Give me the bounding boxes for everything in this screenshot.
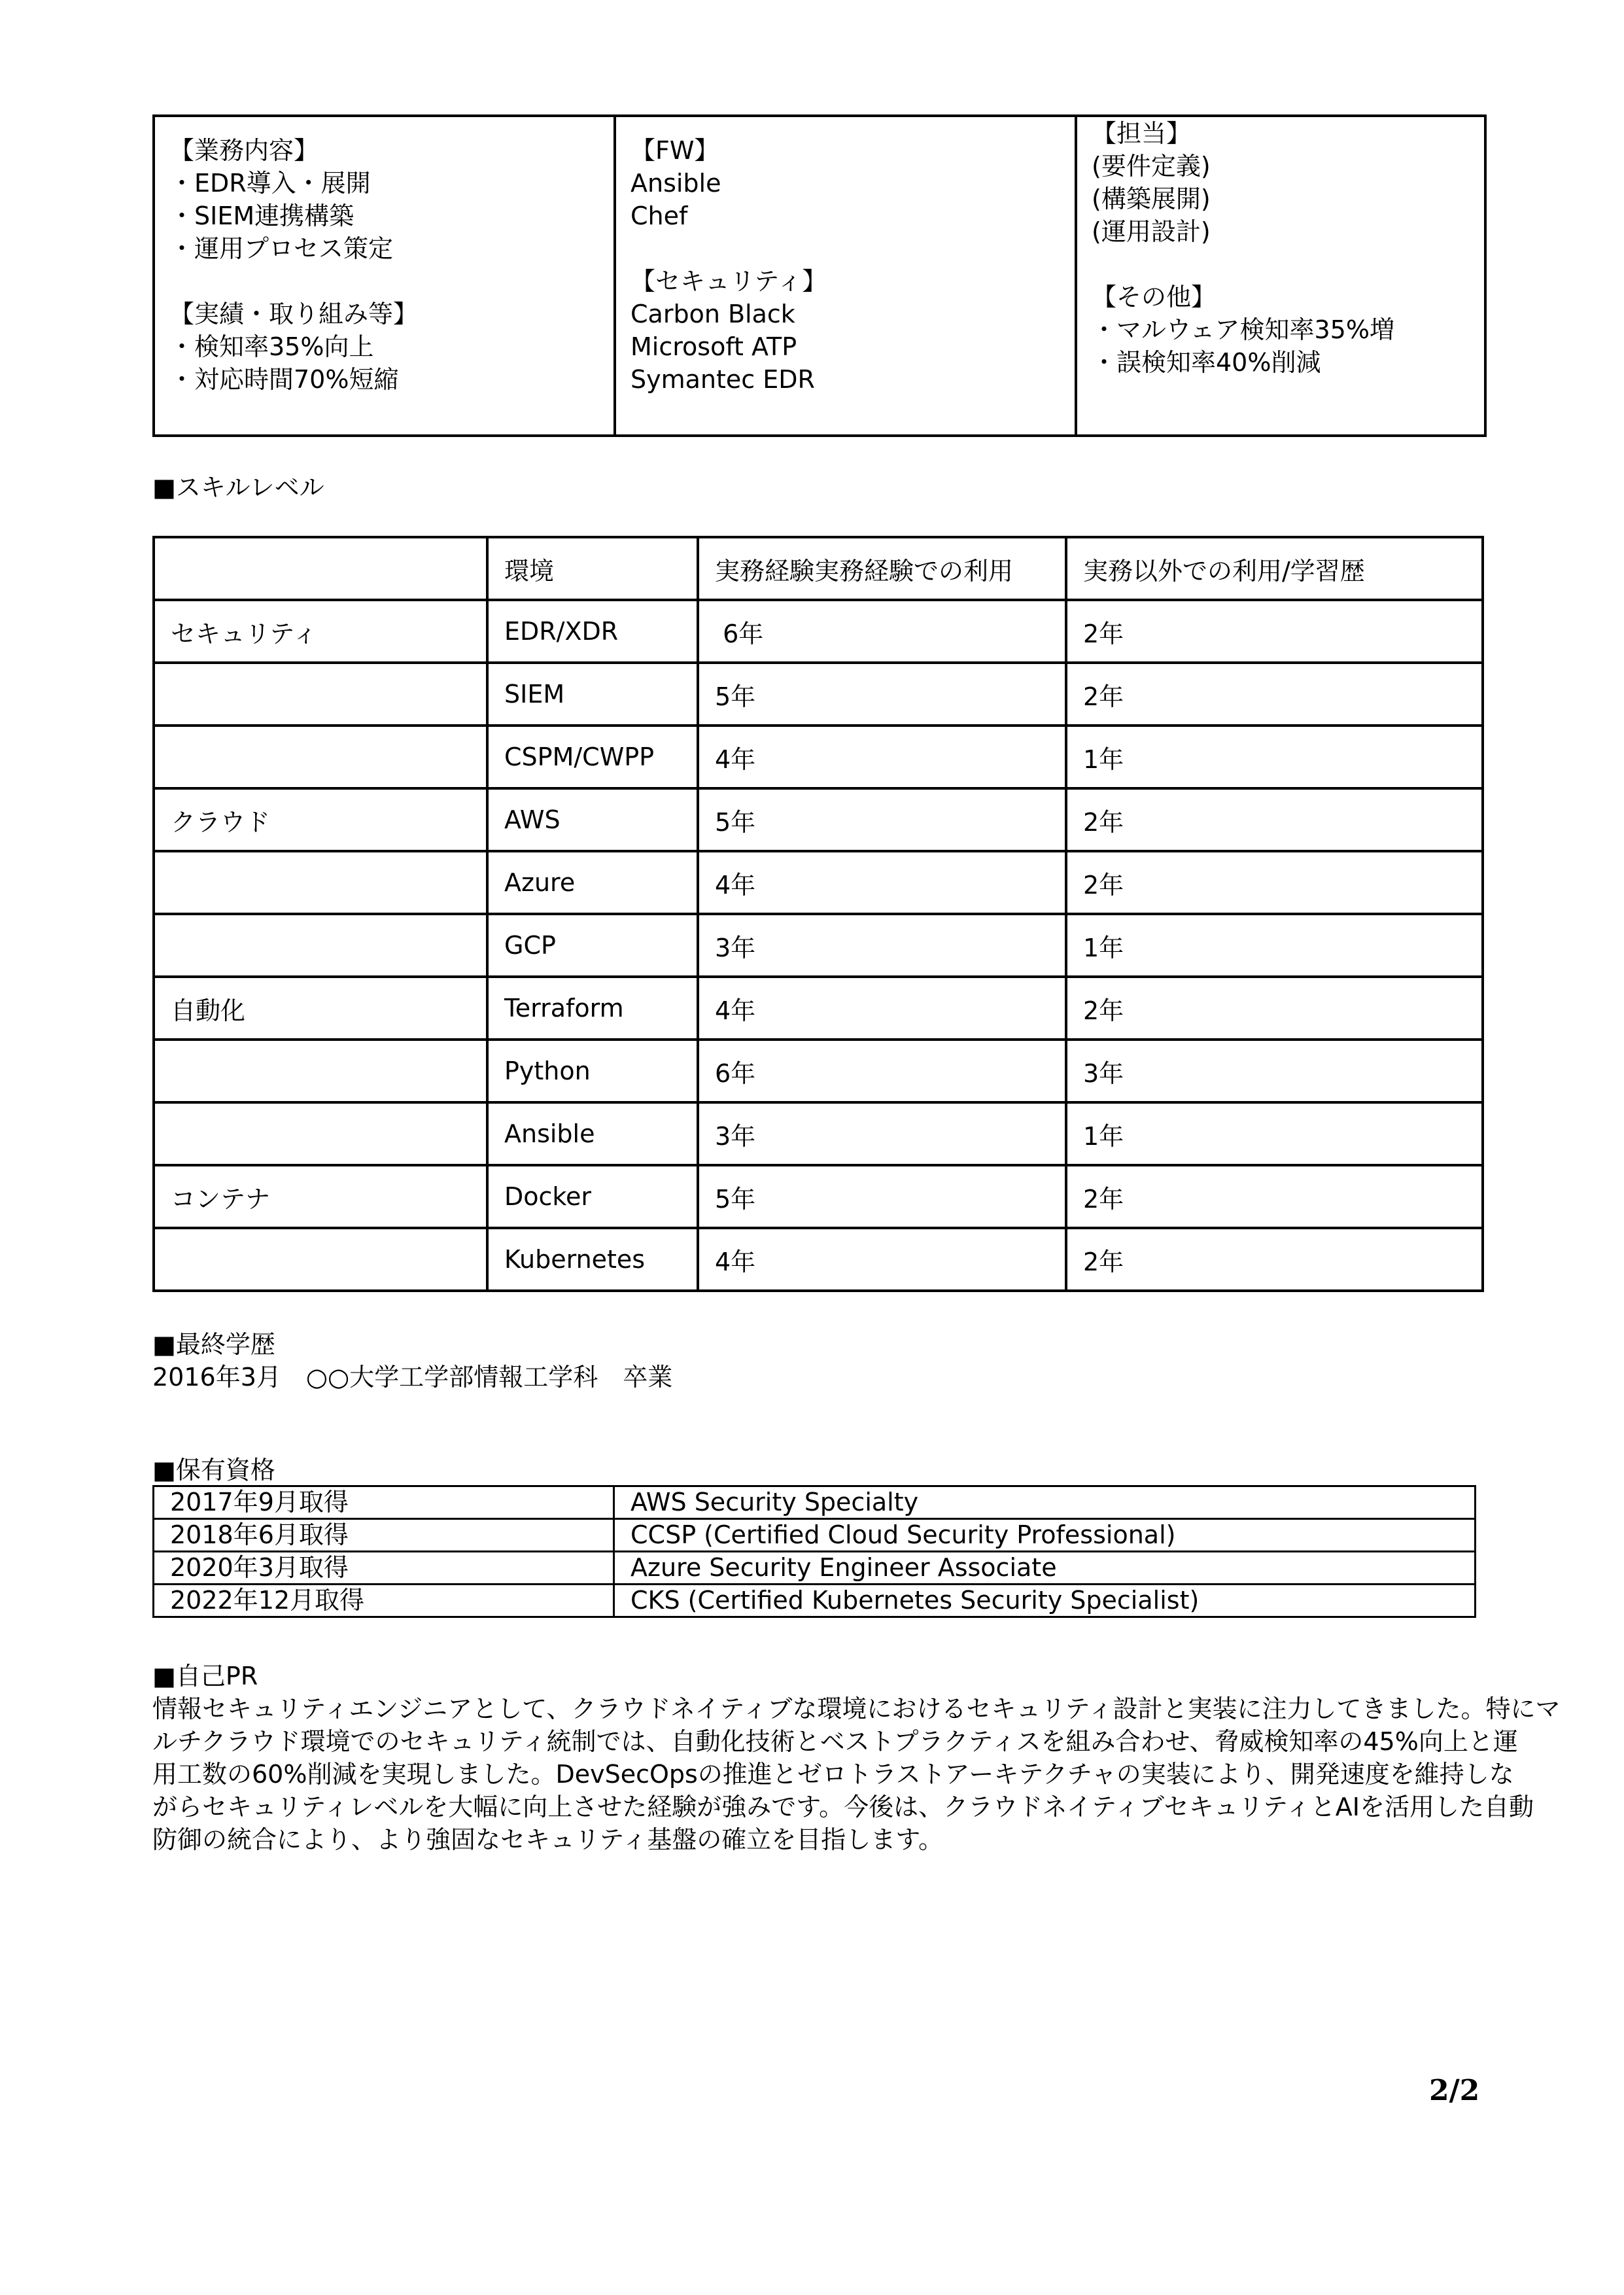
project-line: (構築展開) bbox=[1092, 184, 1211, 213]
certification-date: 2022年12月取得 bbox=[154, 1585, 614, 1617]
skills-row bbox=[154, 914, 1483, 977]
skill-study-years: 2年 bbox=[1066, 1165, 1483, 1228]
project-line: ・誤検知率40%削減 bbox=[1092, 348, 1321, 377]
project-line: Carbon Black bbox=[631, 300, 795, 328]
skills-row bbox=[154, 977, 1483, 1040]
project-line: ・運用プロセス策定 bbox=[169, 234, 394, 263]
skills-header-cell: 環境 bbox=[487, 537, 698, 600]
skill-work-years: 5年 bbox=[698, 788, 1066, 851]
project-line: Ansible bbox=[631, 169, 721, 198]
skills-header-row bbox=[154, 537, 1483, 600]
project-role-cell bbox=[1076, 116, 1485, 436]
skill-work-years: 3年 bbox=[698, 1102, 1066, 1165]
certification-date: 2017年9月取得 bbox=[154, 1486, 614, 1519]
skill-category: 自動化 bbox=[154, 977, 487, 1040]
skill-category: クラウド bbox=[154, 788, 487, 851]
certification-name: CCSP (Certified Cloud Security Professional) bbox=[614, 1519, 1476, 1552]
skill-environment: Docker bbox=[487, 1165, 698, 1228]
skills-row bbox=[154, 600, 1483, 663]
page-number: 2/2 bbox=[1429, 2074, 1480, 2107]
project-line: ・対応時間70%短縮 bbox=[169, 365, 399, 394]
skills-row bbox=[154, 1040, 1483, 1102]
self-pr-line: 用工数の60%削減を実現しました。DevSecOpsの推進とゼロトラストアーキテクチャの実装により、開発速度を維持しな bbox=[152, 1760, 1514, 1789]
skill-study-years: 2年 bbox=[1066, 1228, 1483, 1291]
project-line: 【セキュリティ】 bbox=[631, 267, 827, 296]
skills-row bbox=[154, 1165, 1483, 1228]
self-pr-line: ルチクラウド環境でのセキュリティ統制では、自動化技術とベストプラクティスを組み合わせ、脅威検知率の45%向上と運 bbox=[152, 1727, 1518, 1756]
certification-row bbox=[154, 1552, 1476, 1585]
skills-row bbox=[154, 788, 1483, 851]
skill-work-years: 5年 bbox=[698, 663, 1066, 726]
certification-name: AWS Security Specialty bbox=[614, 1486, 1476, 1519]
education-text: 2016年3月 ○○大学工学部情報工学科 卒業 bbox=[152, 1363, 673, 1392]
skills-row bbox=[154, 726, 1483, 788]
skill-work-years: 3年 bbox=[698, 914, 1066, 977]
project-line: 【実績・取り組み等】 bbox=[169, 300, 419, 328]
skill-work-years: 4年 bbox=[698, 1228, 1066, 1291]
skills-row bbox=[154, 1228, 1483, 1291]
skill-work-years: 4年 bbox=[698, 977, 1066, 1040]
project-line bbox=[169, 265, 613, 298]
skill-study-years: 1年 bbox=[1066, 1102, 1483, 1165]
certification-name: CKS (Certified Kubernetes Security Specialist) bbox=[614, 1585, 1476, 1617]
skill-work-years: 5年 bbox=[698, 1165, 1066, 1228]
project-line: 【FW】 bbox=[631, 136, 719, 165]
project-line: Microsoft ATP bbox=[631, 332, 797, 361]
skill-environment: Azure bbox=[487, 851, 698, 914]
project-line: ・マルウェア検知率35%増 bbox=[1092, 315, 1394, 344]
certification-name: Azure Security Engineer Associate bbox=[614, 1552, 1476, 1585]
education-heading: ■最終学歴 bbox=[152, 1330, 275, 1359]
project-line: Chef bbox=[631, 201, 688, 230]
project-line: 【その他】 bbox=[1092, 283, 1217, 311]
skill-study-years: 3年 bbox=[1066, 1040, 1483, 1102]
skill-study-years: 1年 bbox=[1066, 914, 1483, 977]
project-line bbox=[631, 232, 1075, 265]
certification-row bbox=[154, 1585, 1476, 1617]
skill-category: コンテナ bbox=[154, 1165, 487, 1228]
skills-row bbox=[154, 1102, 1483, 1165]
skill-study-years: 1年 bbox=[1066, 726, 1483, 788]
skill-category: セキュリティ bbox=[154, 600, 487, 663]
certifications-heading: ■保有資格 bbox=[152, 1456, 275, 1484]
skill-category bbox=[154, 1040, 487, 1102]
skills-heading: ■スキルレベル bbox=[152, 473, 324, 502]
self-pr-line: がらセキュリティレベルを大幅に向上させた経験が強みです。今後は、クラウドネイティブセキュリティとAIを活用した自動 bbox=[152, 1793, 1534, 1821]
project-table bbox=[152, 114, 1487, 437]
skill-work-years: 4年 bbox=[698, 851, 1066, 914]
skill-work-years: 6年 bbox=[698, 1040, 1066, 1102]
skill-study-years: 2年 bbox=[1066, 663, 1483, 726]
project-line: ・SIEM連携構築 bbox=[169, 201, 354, 230]
skill-environment: GCP bbox=[487, 914, 698, 977]
skill-work-years: 6年 bbox=[698, 600, 1066, 663]
skill-environment: EDR/XDR bbox=[487, 600, 698, 663]
project-tools-cell bbox=[615, 116, 1076, 436]
skill-study-years: 2年 bbox=[1066, 788, 1483, 851]
certification-row bbox=[154, 1486, 1476, 1519]
skill-study-years: 2年 bbox=[1066, 600, 1483, 663]
project-row bbox=[154, 116, 1485, 436]
project-line: ・検知率35%向上 bbox=[169, 332, 374, 361]
project-line: 【担当】 bbox=[1092, 119, 1192, 148]
skill-environment: CSPM/CWPP bbox=[487, 726, 698, 788]
project-line: Symantec EDR bbox=[631, 365, 815, 394]
skills-header-cell bbox=[154, 537, 487, 600]
skills-header-cell: 実務以外での利用/学習歴 bbox=[1066, 537, 1483, 600]
skill-work-years: 4年 bbox=[698, 726, 1066, 788]
skills-header-cell: 実務経験実務経験での利用 bbox=[698, 537, 1066, 600]
skill-environment: Python bbox=[487, 1040, 698, 1102]
project-line: (運用設計) bbox=[1092, 217, 1211, 246]
skill-category bbox=[154, 1228, 487, 1291]
certification-row bbox=[154, 1519, 1476, 1552]
skills-table bbox=[152, 536, 1484, 1292]
project-duties-cell bbox=[154, 116, 615, 436]
skill-study-years: 2年 bbox=[1066, 977, 1483, 1040]
self-pr-line: 情報セキュリティエンジニアとして、クラウドネイティブな環境におけるセキュリティ設計と実装に注力してきました。特にマ bbox=[152, 1694, 1561, 1723]
skill-environment: Terraform bbox=[487, 977, 698, 1040]
skill-category bbox=[154, 1102, 487, 1165]
skill-category bbox=[154, 726, 487, 788]
certifications-table bbox=[152, 1485, 1476, 1618]
skills-row bbox=[154, 663, 1483, 726]
skill-environment: Kubernetes bbox=[487, 1228, 698, 1291]
project-line: (要件定義) bbox=[1092, 152, 1211, 181]
skill-study-years: 2年 bbox=[1066, 851, 1483, 914]
skill-environment: Ansible bbox=[487, 1102, 698, 1165]
certification-date: 2020年3月取得 bbox=[154, 1552, 614, 1585]
skill-category bbox=[154, 914, 487, 977]
project-line: ・EDR導入・展開 bbox=[169, 169, 371, 198]
skills-row bbox=[154, 851, 1483, 914]
self-pr-heading: ■自己PR bbox=[152, 1662, 258, 1691]
project-line bbox=[1092, 248, 1484, 281]
project-line: 【業務内容】 bbox=[169, 136, 319, 165]
skill-environment: AWS bbox=[487, 788, 698, 851]
certification-date: 2018年6月取得 bbox=[154, 1519, 614, 1552]
self-pr-line: 防御の統合により、より強固なセキュリティ基盤の確立を目指します。 bbox=[152, 1825, 944, 1854]
skill-category bbox=[154, 663, 487, 726]
skill-environment: SIEM bbox=[487, 663, 698, 726]
self-pr-text bbox=[152, 1692, 1561, 1856]
skill-category bbox=[154, 851, 487, 914]
